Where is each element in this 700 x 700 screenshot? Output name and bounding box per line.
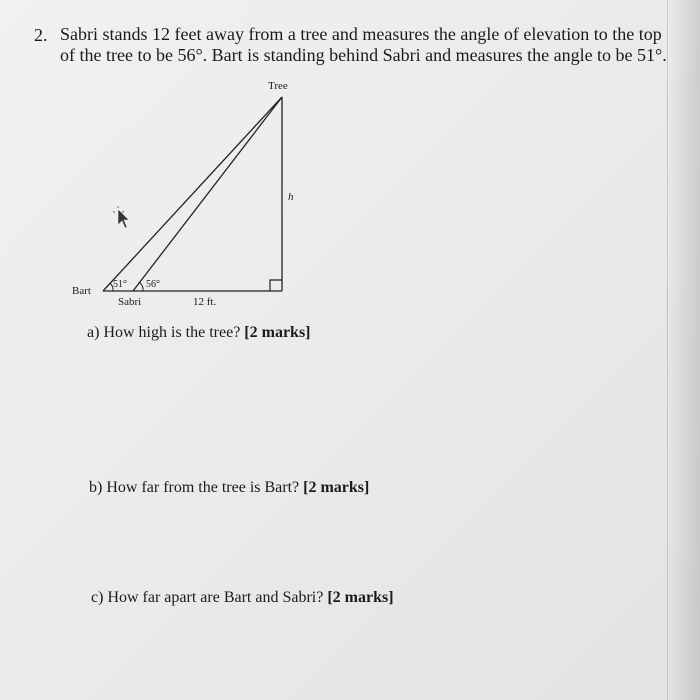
question-number: 2. — [34, 25, 48, 45]
part-a-marks: [2 marks] — [244, 324, 311, 341]
right-angle-marker — [270, 280, 282, 291]
sabri-sightline — [133, 97, 282, 291]
bart-sightline — [103, 97, 282, 291]
sabri-label: Sabri — [118, 296, 142, 308]
bart-angle-label: 51° — [113, 279, 127, 290]
part-b-text: How far from the tree is Bart? — [106, 479, 300, 496]
cursor-icon — [113, 206, 129, 228]
question-text: Sabri stands 12 feet away from a tree and measures the angle of elevation to the top of the tree to be 56°. Bart is standing behind Sabri and measures the angle to be 51°. — [60, 24, 667, 65]
part-a — [87, 323, 311, 343]
part-a-text: How high is the tree? — [103, 324, 241, 341]
part-c-marks: [2 marks] — [327, 589, 394, 606]
part-a-label: a) — [87, 324, 100, 341]
part-b-marks: [2 marks] — [303, 479, 370, 496]
tree-label: Tree — [268, 80, 288, 92]
sabri-angle-label: 56° — [146, 279, 160, 290]
bart-label: Bart — [72, 285, 91, 297]
part-c-label: c) — [91, 589, 104, 606]
part-b-label: b) — [89, 479, 103, 496]
part-b — [89, 478, 369, 498]
height-label: h — [288, 191, 294, 203]
part-c-text: How far apart are Bart and Sabri? — [107, 589, 324, 606]
distance-label: 12 ft. — [193, 296, 217, 308]
part-c — [91, 588, 394, 608]
